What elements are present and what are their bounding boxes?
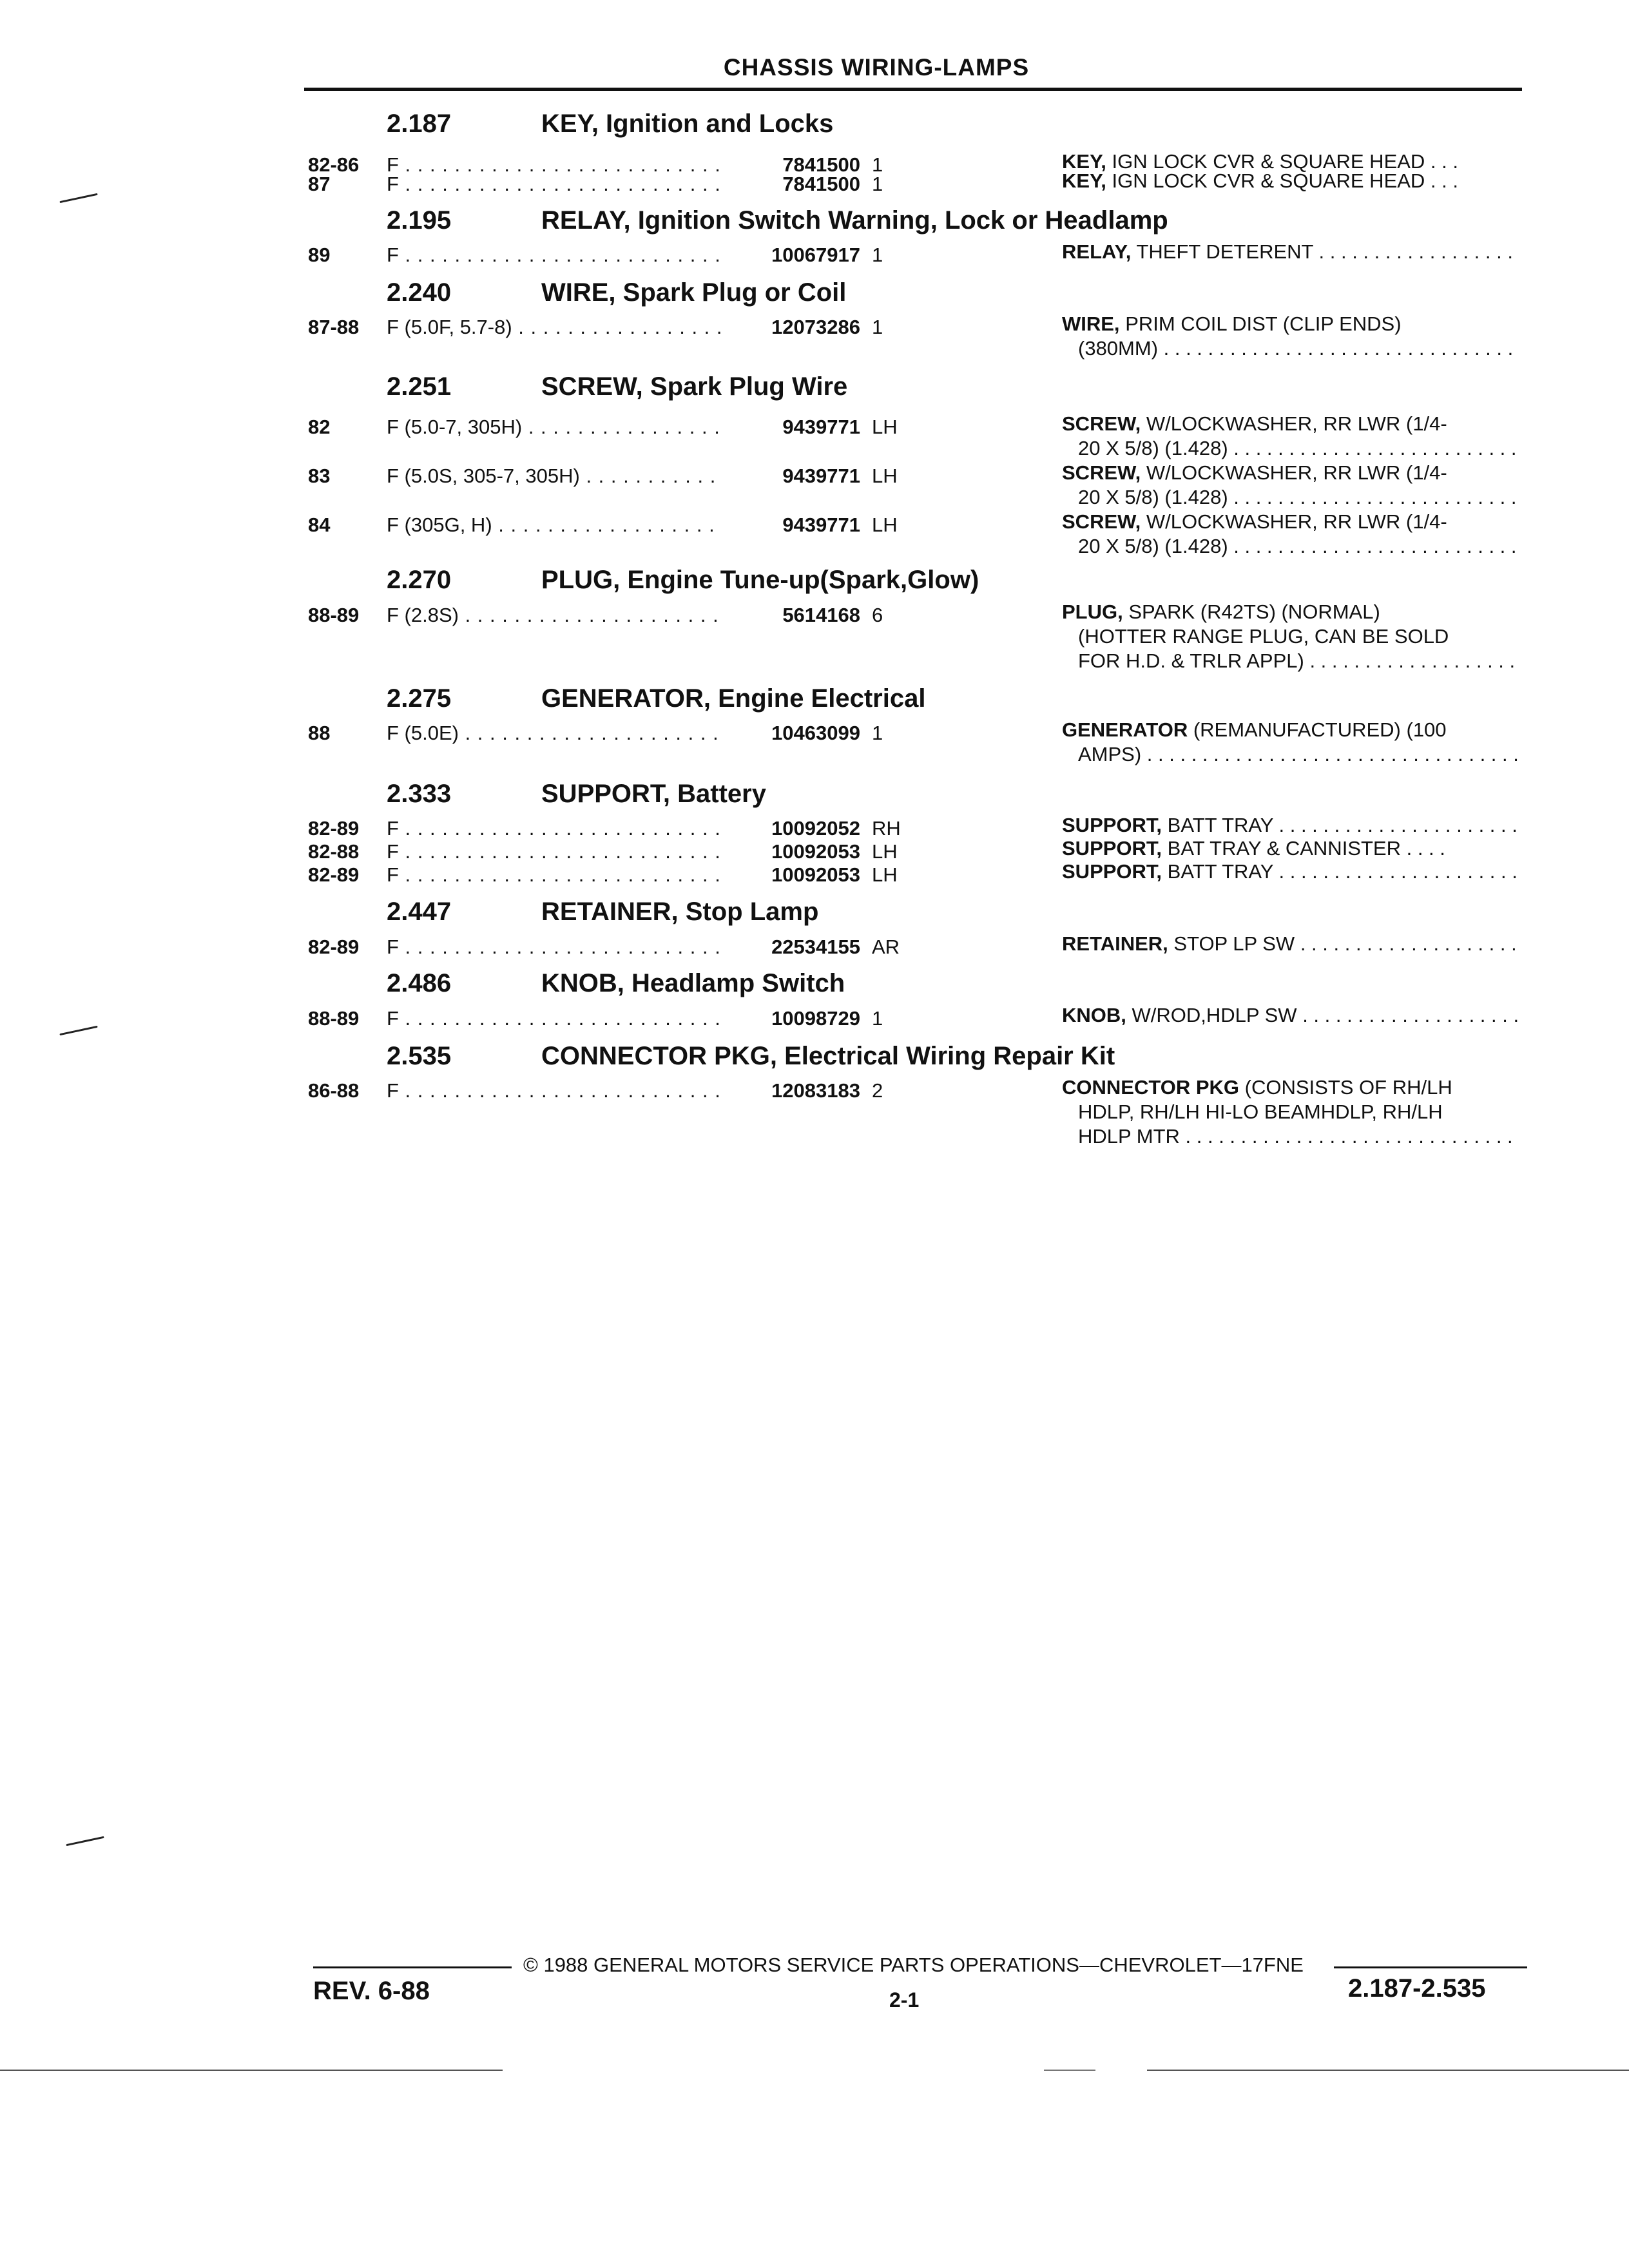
usage-description: F (5.0E) . . .: [387, 722, 722, 745]
section-number: 2.447: [387, 898, 452, 926]
model-years: 82: [308, 416, 331, 438]
model-years: 88-89: [308, 604, 360, 626]
section-number: 2.187: [387, 110, 452, 138]
part-title-line: BATT TRAY: [1167, 814, 1273, 836]
part-title: [1062, 412, 1519, 461]
part-title-line: 20 X 5/8) (1.428) . . .: [1062, 485, 1519, 510]
model-years: 82-88: [308, 840, 360, 863]
part-title-line: W/LOCKWASHER, RR LWR (1/4-: [1146, 510, 1447, 533]
part-title-line: AMPS) . . .: [1062, 742, 1519, 767]
section-name: KNOB, Headlamp Switch: [541, 969, 845, 997]
part-noun: SCREW,: [1062, 412, 1141, 435]
quantity: LH: [872, 416, 898, 438]
usage-description: F . . .: [387, 817, 722, 840]
part-title-line: BATT TRAY: [1167, 860, 1273, 883]
part-number: 22534155: [771, 936, 860, 958]
part-title-line: HDLP, RH/LH HI-LO BEAMHDLP, RH/LH: [1078, 1100, 1443, 1123]
section-number: 2.270: [387, 566, 452, 594]
part-noun: SUPPORT,: [1062, 860, 1162, 883]
usage-description: F . . .: [387, 1007, 722, 1030]
section-name: RETAINER, Stop Lamp: [541, 898, 819, 926]
usage-description: F (5.0-7, 305H) . . .: [387, 416, 722, 439]
model-years: 83: [308, 465, 331, 487]
part-number: 9439771: [782, 514, 860, 536]
part-number: 9439771: [782, 465, 860, 487]
quantity: 1: [872, 244, 883, 266]
scan-mark: [59, 1026, 97, 1035]
quantity: LH: [872, 514, 898, 536]
quantity: 6: [872, 604, 883, 626]
part-noun: CONNECTOR PKG: [1062, 1076, 1240, 1099]
part-title-line: 20 X 5/8) (1.428) . . .: [1062, 436, 1519, 461]
part-title: [1062, 718, 1519, 767]
usage-description: F (5.0S, 305-7, 305H) . . .: [387, 465, 722, 488]
model-years: 84: [308, 514, 331, 536]
section-name: WIRE, Spark Plug or Coil: [541, 278, 847, 307]
model-years: 86-88: [308, 1079, 360, 1102]
model-years: 89: [308, 244, 331, 266]
part-title-line: HDLP MTR . . .: [1062, 1124, 1519, 1149]
usage-description: F . . .: [387, 863, 722, 887]
section-number: 2.195: [387, 206, 452, 235]
section-name: PLUG, Engine Tune-up(Spark,Glow): [541, 566, 979, 594]
usage-description: F (5.0F, 5.7-8) . . .: [387, 316, 722, 339]
part-title-line: STOP LP SW: [1173, 932, 1295, 955]
usage-description: F . . .: [387, 244, 722, 267]
part-title: [1062, 461, 1519, 510]
page-number: 2-1: [889, 1988, 920, 2012]
part-title-line: FOR H.D. & TRLR APPL) . . .: [1062, 649, 1519, 673]
part-noun: RELAY,: [1062, 240, 1132, 263]
page-edge-line: [0, 2070, 503, 2071]
model-years: 82-89: [308, 863, 360, 886]
part-title: [1062, 1003, 1519, 1028]
section-name: SCREW, Spark Plug Wire: [541, 372, 848, 401]
footer-copyright: © 1988 GENERAL MOTORS SERVICE PARTS OPERATIONS—CHEVROLET—17FNE: [523, 1954, 1304, 1976]
part-number: 12073286: [771, 316, 860, 338]
part-number: 7841500: [782, 173, 860, 195]
part-title: [1062, 860, 1519, 884]
footer-rule-right: [1334, 1966, 1527, 1968]
section-number: 2.240: [387, 278, 452, 307]
part-title: [1062, 836, 1519, 861]
quantity: 1: [872, 316, 883, 338]
model-years: 88-89: [308, 1007, 360, 1030]
section-number: 2.275: [387, 684, 452, 713]
quantity: 1: [872, 173, 883, 195]
part-title-line: W/ROD,HDLP SW: [1132, 1004, 1297, 1026]
section-number: 2.251: [387, 372, 452, 401]
quantity: LH: [872, 863, 898, 886]
part-title-line: W/LOCKWASHER, RR LWR (1/4-: [1146, 461, 1447, 484]
quantity: AR: [872, 936, 900, 958]
part-noun: KEY,: [1062, 169, 1106, 192]
scan-mark: [59, 193, 97, 203]
part-noun: KNOB,: [1062, 1004, 1126, 1026]
section-range: 2.187-2.535: [1348, 1974, 1486, 2003]
part-title: [1062, 1075, 1519, 1149]
part-noun: SCREW,: [1062, 510, 1141, 533]
part-title-line: (CONSISTS OF RH/LH: [1244, 1076, 1452, 1099]
section-name: KEY, Ignition and Locks: [541, 110, 834, 138]
usage-description: F . . .: [387, 936, 722, 959]
part-number: 10092053: [771, 863, 860, 886]
part-noun: WIRE,: [1062, 312, 1120, 335]
section-number: 2.486: [387, 969, 452, 997]
model-years: 82-86: [308, 153, 360, 176]
usage-description: F (2.8S) . . .: [387, 604, 722, 627]
part-title-line: THEFT DETERENT: [1136, 240, 1313, 263]
part-title-line: PRIM COIL DIST (CLIP ENDS): [1125, 312, 1402, 335]
page-edge-line: [1147, 2070, 1629, 2071]
part-noun: SUPPORT,: [1062, 814, 1162, 836]
part-noun: SCREW,: [1062, 461, 1141, 484]
quantity: RH: [872, 817, 901, 840]
quantity: LH: [872, 465, 898, 487]
section-name: RELAY, Ignition Switch Warning, Lock or Headlamp: [541, 206, 1168, 235]
part-title-line: IGN LOCK CVR & SQUARE HEAD . . .: [1112, 169, 1458, 192]
quantity: 1: [872, 153, 883, 176]
part-title-line: SPARK (R42TS) (NORMAL): [1128, 601, 1380, 623]
model-years: 87: [308, 173, 331, 195]
part-noun: SUPPORT,: [1062, 837, 1162, 860]
part-noun: GENERATOR: [1062, 718, 1188, 741]
part-title-line: IGN LOCK CVR & SQUARE HEAD . . .: [1112, 150, 1458, 173]
part-title: [1062, 169, 1519, 193]
part-title-line: BAT TRAY & CANNISTER . . . .: [1167, 837, 1445, 860]
part-title-line: W/LOCKWASHER, RR LWR (1/4-: [1146, 412, 1447, 435]
part-noun: PLUG,: [1062, 601, 1123, 623]
part-title: [1062, 510, 1519, 559]
model-years: 87-88: [308, 316, 360, 338]
part-title: [1062, 813, 1519, 838]
part-noun: KEY,: [1062, 150, 1106, 173]
part-number: 10463099: [771, 722, 860, 744]
revision-label: REV. 6-88: [313, 1977, 430, 2005]
part-title: [1062, 600, 1519, 673]
section-number: 2.535: [387, 1042, 452, 1070]
part-title: [1062, 240, 1519, 264]
footer-rule-left: [313, 1966, 512, 1968]
part-number: 9439771: [782, 416, 860, 438]
model-years: 88: [308, 722, 331, 744]
section-name: GENERATOR, Engine Electrical: [541, 684, 926, 713]
scan-mark: [66, 1836, 104, 1846]
section-name: CONNECTOR PKG, Electrical Wiring Repair Kit: [541, 1042, 1115, 1070]
section-name: SUPPORT, Battery: [541, 780, 766, 808]
usage-description: F . . .: [387, 173, 722, 196]
part-title-line: (380MM) . . .: [1062, 336, 1519, 361]
page-title: CHASSIS WIRING-LAMPS: [723, 54, 1030, 81]
usage-description: F . . .: [387, 840, 722, 863]
quantity: 1: [872, 1007, 883, 1030]
part-number: 12083183: [771, 1079, 860, 1102]
usage-description: F . . .: [387, 1079, 722, 1102]
quantity: 2: [872, 1079, 883, 1102]
page-edge-line: [1044, 2070, 1095, 2071]
part-title: [1062, 312, 1519, 361]
part-title-line: 20 X 5/8) (1.428) . . .: [1062, 534, 1519, 559]
part-number: 7841500: [782, 153, 860, 176]
part-number: 10092053: [771, 840, 860, 863]
header-rule: [304, 88, 1522, 91]
part-number: 10098729: [771, 1007, 860, 1030]
part-title-line: (REMANUFACTURED) (100: [1193, 718, 1447, 741]
quantity: LH: [872, 840, 898, 863]
usage-description: F (305G, H) . . .: [387, 514, 722, 537]
part-number: 10092052: [771, 817, 860, 840]
part-number: 5614168: [782, 604, 860, 626]
quantity: 1: [872, 722, 883, 744]
part-title: [1062, 932, 1519, 956]
model-years: 82-89: [308, 936, 360, 958]
section-number: 2.333: [387, 780, 452, 808]
part-noun: RETAINER,: [1062, 932, 1168, 955]
model-years: 82-89: [308, 817, 360, 840]
part-title-line: (HOTTER RANGE PLUG, CAN BE SOLD: [1078, 625, 1449, 648]
part-number: 10067917: [771, 244, 860, 266]
usage-description: F . . .: [387, 153, 722, 177]
